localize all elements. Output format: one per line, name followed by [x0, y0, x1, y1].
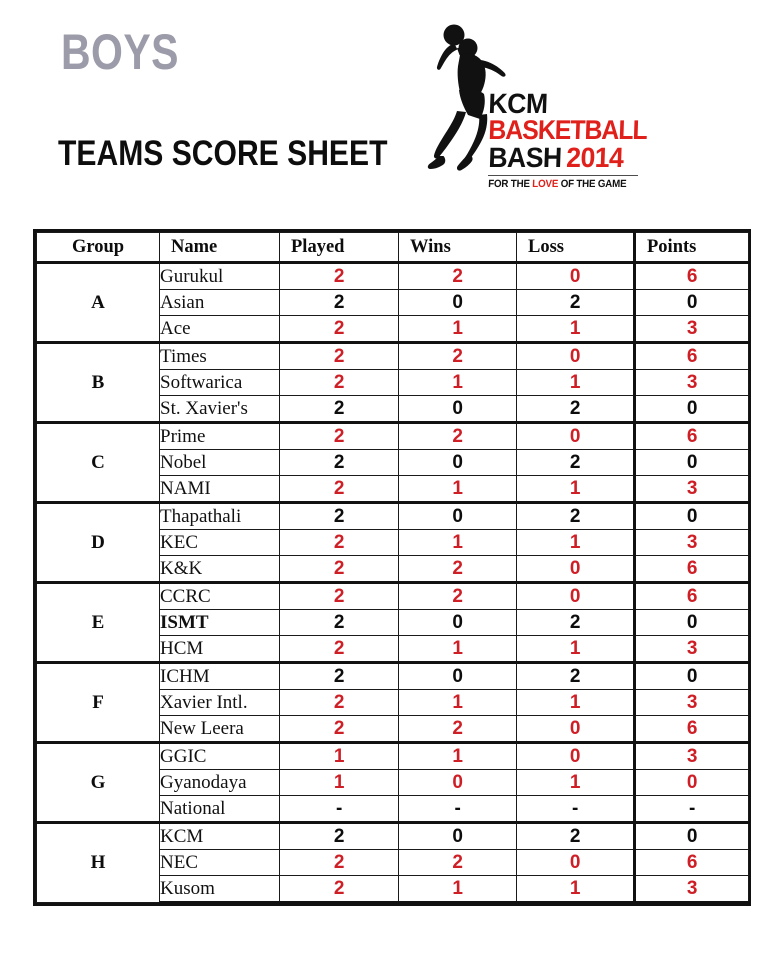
points-cell: 3 [635, 316, 749, 343]
wins-cell: 0 [399, 663, 517, 690]
group-label-h: H [37, 823, 160, 903]
loss-cell: 2 [517, 396, 635, 423]
played-cell: 2 [280, 343, 399, 370]
played-cell: 2 [280, 823, 399, 850]
team-name-cell: NEC [160, 850, 280, 876]
team-name-cell: Xavier Intl. [160, 690, 280, 716]
table-row [37, 663, 749, 690]
played-cell: 2 [280, 530, 399, 556]
team-name-cell: National [160, 796, 280, 823]
table-row [37, 823, 749, 850]
loss-cell: 0 [517, 556, 635, 583]
team-name-cell: Asian [160, 290, 280, 316]
wins-cell: 0 [399, 396, 517, 423]
wins-cell: 0 [399, 450, 517, 476]
group-label-d: D [37, 503, 160, 583]
page-title: TEAMS SCORE SHEET [58, 134, 388, 173]
table-row [37, 743, 749, 770]
team-name-cell: Gurukul [160, 263, 280, 290]
team-name-cell: Gyanodaya [160, 770, 280, 796]
points-cell: 3 [635, 530, 749, 556]
loss-cell: 0 [517, 716, 635, 743]
loss-cell: 1 [517, 370, 635, 396]
table-row [37, 503, 749, 530]
points-cell: 0 [635, 290, 749, 316]
wins-cell: 2 [399, 263, 517, 290]
played-cell: 2 [280, 876, 399, 903]
loss-cell: 2 [517, 823, 635, 850]
group-label-b: B [37, 343, 160, 423]
loss-cell: 0 [517, 343, 635, 370]
points-cell: 6 [635, 423, 749, 450]
loss-cell: 2 [517, 663, 635, 690]
wins-cell: 2 [399, 343, 517, 370]
column-header-played: Played [280, 233, 399, 263]
team-name-cell: Prime [160, 423, 280, 450]
wins-cell: - [399, 796, 517, 823]
loss-cell: 2 [517, 290, 635, 316]
loss-cell: 0 [517, 743, 635, 770]
wins-cell: 1 [399, 370, 517, 396]
loss-cell: 0 [517, 423, 635, 450]
team-name-cell: Softwarica [160, 370, 280, 396]
group-label-c: C [37, 423, 160, 503]
team-name-cell: Times [160, 343, 280, 370]
played-cell: 1 [280, 770, 399, 796]
wins-cell: 1 [399, 530, 517, 556]
played-cell: 2 [280, 556, 399, 583]
points-cell: 3 [635, 690, 749, 716]
played-cell: 2 [280, 690, 399, 716]
team-name-cell: KEC [160, 530, 280, 556]
loss-cell: 0 [517, 850, 635, 876]
played-cell: 2 [280, 850, 399, 876]
points-cell: 6 [635, 263, 749, 290]
played-cell: 2 [280, 450, 399, 476]
played-cell: 2 [280, 663, 399, 690]
wins-cell: 0 [399, 503, 517, 530]
table-row [37, 263, 749, 290]
loss-cell: 1 [517, 770, 635, 796]
played-cell: 2 [280, 636, 399, 663]
teams-score-table [36, 232, 749, 903]
wins-cell: 1 [399, 743, 517, 770]
points-cell: 0 [635, 450, 749, 476]
played-cell: 2 [280, 263, 399, 290]
team-name-cell: Nobel [160, 450, 280, 476]
played-cell: - [280, 796, 399, 823]
logo-year-text: 2014 [565, 142, 624, 173]
played-cell: 2 [280, 716, 399, 743]
team-name-cell: NAMI [160, 476, 280, 503]
logo-kcm-text: KCM [487, 88, 549, 119]
points-cell: 6 [635, 556, 749, 583]
points-cell: 3 [635, 636, 749, 663]
loss-cell: 1 [517, 476, 635, 503]
column-header-loss: Loss [517, 233, 635, 263]
team-name-cell: Ace [160, 316, 280, 343]
team-name-cell: Kusom [160, 876, 280, 903]
logo-divider [488, 175, 638, 176]
tagline-post: OF THE GAME [557, 178, 627, 190]
page-header [0, 0, 777, 212]
loss-cell: 2 [517, 503, 635, 530]
loss-cell: - [517, 796, 635, 823]
loss-cell: 2 [517, 610, 635, 636]
team-name-cell: New Leera [160, 716, 280, 743]
team-name-cell: HCM [160, 636, 280, 663]
category-title: BOYS [61, 24, 179, 80]
points-cell: 6 [635, 850, 749, 876]
wins-cell: 0 [399, 610, 517, 636]
wins-cell: 1 [399, 476, 517, 503]
points-cell: 6 [635, 343, 749, 370]
wins-cell: 2 [399, 583, 517, 610]
wins-cell: 1 [399, 690, 517, 716]
team-name-cell: GGIC [160, 743, 280, 770]
logo-wordmark [487, 88, 648, 190]
points-cell: 6 [635, 716, 749, 743]
group-label-g: G [37, 743, 160, 823]
team-name-cell: ICHM [160, 663, 280, 690]
logo-basketball-text: BASKETBALL [487, 115, 648, 145]
points-cell: 0 [635, 610, 749, 636]
team-name-cell: K&K [160, 556, 280, 583]
column-header-group: Group [37, 233, 160, 263]
loss-cell: 1 [517, 530, 635, 556]
wins-cell: 2 [399, 423, 517, 450]
team-name-cell: CCRC [160, 583, 280, 610]
points-cell: 0 [635, 663, 749, 690]
teams-score-table-container [33, 229, 751, 906]
team-name-cell: Thapathali [160, 503, 280, 530]
logo-tagline [488, 178, 630, 190]
table-row [37, 343, 749, 370]
group-label-e: E [37, 583, 160, 663]
wins-cell: 1 [399, 316, 517, 343]
played-cell: 1 [280, 743, 399, 770]
tagline-love: LOVE [532, 178, 559, 190]
loss-cell: 1 [517, 876, 635, 903]
played-cell: 2 [280, 583, 399, 610]
loss-cell: 1 [517, 690, 635, 716]
points-cell: 3 [635, 476, 749, 503]
points-cell: 0 [635, 823, 749, 850]
played-cell: 2 [280, 370, 399, 396]
played-cell: 2 [280, 610, 399, 636]
group-label-a: A [37, 263, 160, 343]
points-cell: 0 [635, 396, 749, 423]
points-cell: 0 [635, 770, 749, 796]
table-body [37, 263, 749, 903]
loss-cell: 2 [517, 450, 635, 476]
wins-cell: 0 [399, 290, 517, 316]
played-cell: 2 [280, 396, 399, 423]
team-name-cell: KCM [160, 823, 280, 850]
loss-cell: 0 [517, 263, 635, 290]
team-name-cell: St. Xavier's [160, 396, 280, 423]
loss-cell: 1 [517, 636, 635, 663]
event-logo [424, 22, 648, 190]
table-row [37, 583, 749, 610]
played-cell: 2 [280, 476, 399, 503]
tagline-pre: FOR THE [488, 178, 533, 190]
wins-cell: 2 [399, 556, 517, 583]
loss-cell: 0 [517, 583, 635, 610]
points-cell: 6 [635, 583, 749, 610]
wins-cell: 0 [399, 770, 517, 796]
wins-cell: 1 [399, 876, 517, 903]
points-cell: 0 [635, 503, 749, 530]
column-header-wins: Wins [399, 233, 517, 263]
table-row [37, 423, 749, 450]
wins-cell: 1 [399, 636, 517, 663]
wins-cell: 2 [399, 850, 517, 876]
played-cell: 2 [280, 290, 399, 316]
loss-cell: 1 [517, 316, 635, 343]
points-cell: 3 [635, 370, 749, 396]
logo-bash-text: BASH [487, 142, 563, 173]
points-cell: 3 [635, 876, 749, 903]
played-cell: 2 [280, 503, 399, 530]
column-header-name: Name [160, 233, 280, 263]
points-cell: 3 [635, 743, 749, 770]
played-cell: 2 [280, 316, 399, 343]
points-cell: - [635, 796, 749, 823]
wins-cell: 0 [399, 823, 517, 850]
wins-cell: 2 [399, 716, 517, 743]
logo-bash-year-line [488, 144, 633, 172]
column-header-points: Points [635, 233, 749, 263]
group-label-f: F [37, 663, 160, 743]
played-cell: 2 [280, 423, 399, 450]
table-header-row [37, 233, 749, 263]
team-name-cell: ISMT [160, 610, 280, 636]
